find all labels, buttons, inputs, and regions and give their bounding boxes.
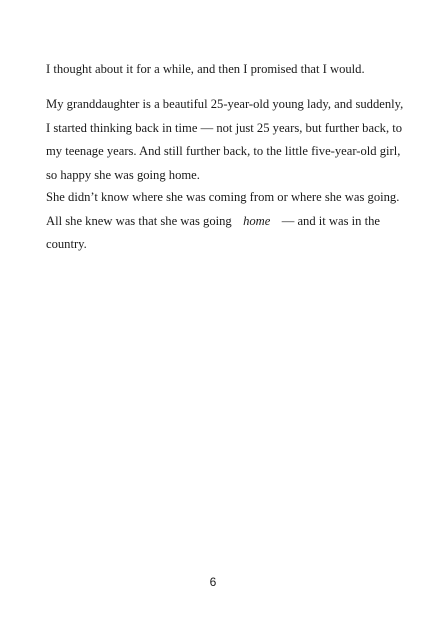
paragraph-1 [46,58,380,82]
paragraph-3-line-1: She didn’t know where she was coming from or where she was going. [46,190,400,204]
paragraph-3-line-2-start: All she knew was that she was going [46,213,232,228]
paragraph-2-line-2: I started thinking back in time — not just 25 years, but further back, to [46,120,403,135]
paragraph-1-line-1: I thought about it for a while, and then I promised that I would. [46,62,365,76]
paragraph-2-line-3: my teenage years. And still further back, to the little five-year-old girl, [46,144,401,158]
paragraph-3-line-3: country. [46,237,87,251]
paragraph-2-line-4: so happy she was going home. [46,167,200,182]
page-number: 6 [209,575,217,589]
paragraph-2 [46,93,404,187]
emphasized-word-home: home [243,213,271,228]
paragraph-3-line-2-end: — and it was in the [281,213,380,228]
paragraph-2-line-1: My granddaughter is a beautiful 25-year-old young lady, and suddenly, [46,97,404,111]
paragraph-3-line-2 [46,210,380,234]
paragraph-3 [46,186,400,257]
